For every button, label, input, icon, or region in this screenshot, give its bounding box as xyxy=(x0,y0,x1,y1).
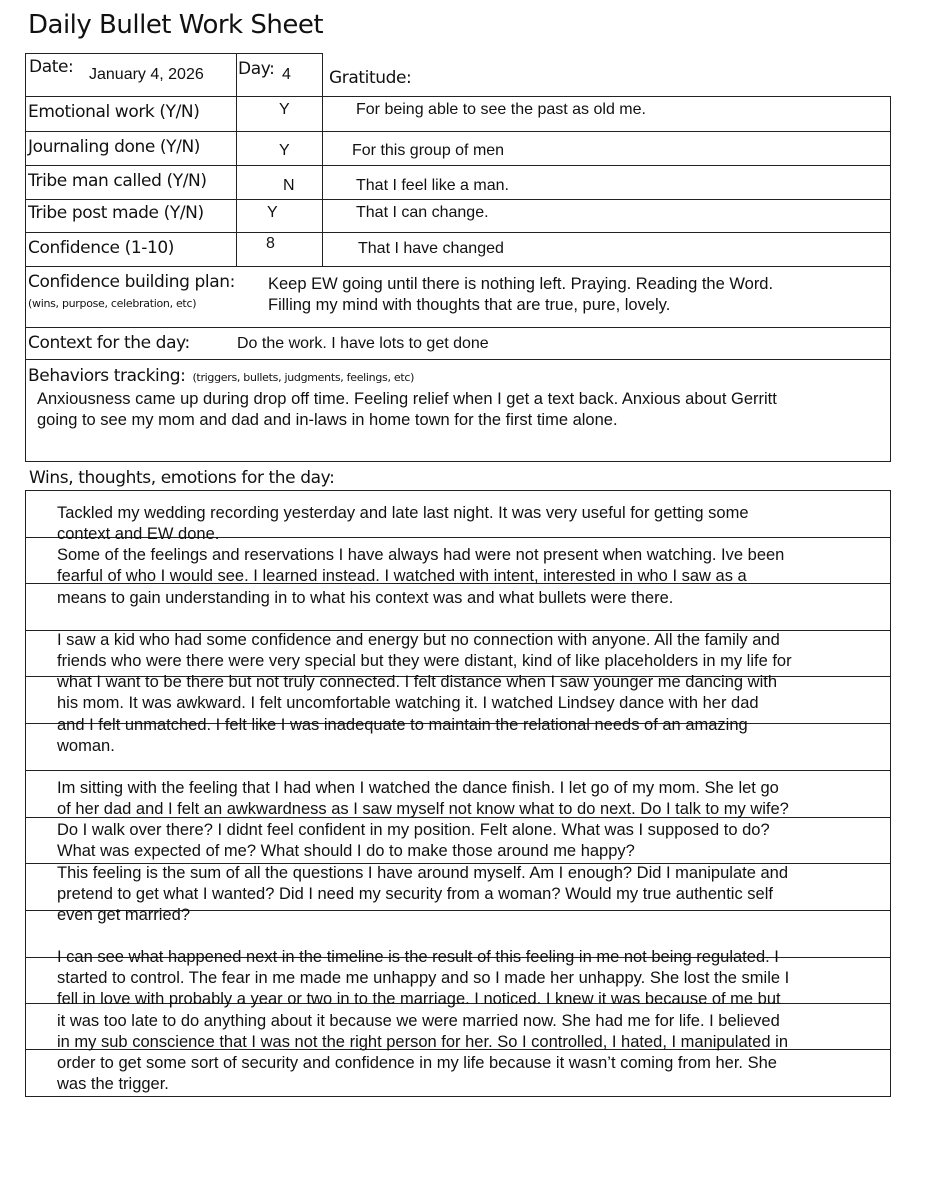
behaviors-header xyxy=(28,366,414,386)
table-row-divider xyxy=(25,327,891,328)
confidence-plan-label: Confidence building plan: xyxy=(28,272,235,292)
wins-border-bottom xyxy=(25,1096,891,1097)
confidence-plan-line[interactable]: Keep EW going until there is nothing left. Praying. Reading the Word. xyxy=(268,275,774,293)
table-col-divider xyxy=(322,53,323,267)
table-border-right xyxy=(890,96,891,462)
gratitude-item[interactable]: For this group of men xyxy=(352,142,505,159)
table-row-divider xyxy=(25,96,891,97)
wins-text-line: fell in love with probably a year or two in to the marriage. I noticed. I knew it was because of me but xyxy=(57,990,781,1009)
table-row-divider xyxy=(25,232,891,233)
wins-text-line: his mom. It was awkward. I felt uncomfortable watching it. I watched Lindsey dance with her dad xyxy=(57,694,759,713)
wins-text-line: context and EW done. xyxy=(57,525,220,544)
wins-text-line: started to control. The fear in me made me unhappy and so I made her unhappy. She lost the smile I xyxy=(57,969,790,988)
behaviors-line[interactable]: going to see my mom and dad and in-laws in home town for the first time alone. xyxy=(37,411,618,429)
wins-text-line: I can see what happened next in the timeline is the result of this feeling in me not being regulated. I xyxy=(57,948,779,967)
wins-text-line: was the trigger. xyxy=(57,1075,169,1094)
wins-text-line: I saw a kid who had some confidence and energy but no connection with anyone. All the family and xyxy=(57,630,780,649)
checklist-value-tribe-man-called[interactable]: N xyxy=(283,177,295,194)
wins-border-right xyxy=(890,490,891,1097)
checklist-value-tribe-post[interactable]: Y xyxy=(267,204,278,221)
behaviors-sublabel: (triggers, bullets, judgments, feelings, etc) xyxy=(192,371,415,384)
checklist-value-emotional-work[interactable]: Y xyxy=(279,101,290,118)
table-border-left xyxy=(25,53,26,462)
wins-text-line: Im sitting with the feeling that I had when I watched the dance finish. I let go of my mom. She let go xyxy=(57,778,779,797)
wins-text-line: it was too late to do anything about it because we were married now. She had me for life. I believed xyxy=(57,1011,780,1030)
behaviors-label: Behaviors tracking: xyxy=(28,366,186,386)
wins-label: Wins, thoughts, emotions for the day: xyxy=(29,468,335,488)
confidence-plan-line[interactable]: Filling my mind with thoughts that are true, pure, lovely. xyxy=(268,296,671,314)
wins-text-line: Tackled my wedding recording yesterday and late last night. It was very useful for getting some xyxy=(57,504,749,522)
wins-border-left xyxy=(25,490,26,1097)
wins-text-line: order to get some sort of security and confidence in my life because it wasn’t coming from her. She xyxy=(57,1053,777,1072)
wins-text-line: Some of the feelings and reservations I have always had were not present when watching. Ive been xyxy=(57,546,785,565)
wins-text-line: pretend to get what I wanted? Did I need my security from a woman? Would my true authentic self xyxy=(57,884,773,903)
checklist-label-journaling: Journaling done (Y/N) xyxy=(28,137,201,157)
wins-text-line: This feeling is the sum of all the questions I have around myself. Am I enough? Did I manipulate and xyxy=(57,863,789,882)
behaviors-line[interactable]: Anxiousness came up during drop off time. Feeling relief when I get a text back. Anxious about Gerritt xyxy=(37,390,777,408)
gratitude-item[interactable]: That I can change. xyxy=(356,204,489,221)
wins-text-line: means to gain understanding in to what his context was and what bullets were there. xyxy=(57,588,674,607)
table-col-divider xyxy=(236,53,237,267)
wins-text-line: What was expected of me? What should I do to make those around me happy? xyxy=(57,842,635,861)
checklist-value-confidence[interactable]: 8 xyxy=(266,235,275,252)
wins-text-line: of her dad and I felt an awkwardness as I saw myself not know what to do next. Do I talk to my wife? xyxy=(57,800,789,819)
wins-ruled-line xyxy=(25,770,891,771)
wins-text-line: even get married? xyxy=(57,905,190,924)
date-value[interactable]: January 4, 2026 xyxy=(89,66,204,83)
day-value[interactable]: 4 xyxy=(282,66,291,83)
table-row-divider xyxy=(25,266,891,267)
wins-text-line: in my sub conscience that I was not the right person for her. So I controlled, I hated, I manipulated in xyxy=(57,1032,788,1051)
wins-text-line: and I felt unmatched. I felt like I was inadequate to maintain the relational needs of an amazing xyxy=(57,715,748,734)
wins-text-line: friends who were there were very special but they were distant, kind of like placeholders in my life for xyxy=(57,652,792,671)
table-row-divider xyxy=(25,359,891,360)
table-row-divider xyxy=(25,199,891,200)
gratitude-item[interactable]: That I have changed xyxy=(358,240,504,257)
day-label: Day: xyxy=(238,59,275,79)
wins-text-line: fearful of who I would see. I learned instead. I watched with intent, interested in who I saw as a xyxy=(57,567,747,586)
context-value[interactable]: Do the work. I have lots to get done xyxy=(237,335,489,352)
gratitude-label: Gratitude: xyxy=(329,68,412,88)
gratitude-item[interactable]: That I feel like a man. xyxy=(356,177,509,194)
context-label: Context for the day: xyxy=(28,333,190,353)
confidence-plan-sublabel: (wins, purpose, celebration, etc) xyxy=(28,297,197,310)
wins-text-line: woman. xyxy=(57,736,115,755)
wins-text-line: what I want to be there but not truly connected. I felt distance when I saw younger me dancing with xyxy=(57,673,777,692)
page-title: Daily Bullet Work Sheet xyxy=(28,10,324,40)
checklist-label-confidence: Confidence (1-10) xyxy=(28,238,175,258)
table-border-bottom xyxy=(25,461,891,462)
table-row-divider xyxy=(25,131,891,132)
table-row-divider xyxy=(25,165,891,166)
date-label: Date: xyxy=(29,57,74,77)
table-border-top xyxy=(25,53,323,54)
wins-border-top xyxy=(25,490,891,491)
checklist-label-emotional-work: Emotional work (Y/N) xyxy=(28,102,200,122)
checklist-label-tribe-man-called: Tribe man called (Y/N) xyxy=(28,171,207,191)
checklist-value-journaling[interactable]: Y xyxy=(279,142,290,159)
checklist-label-tribe-post: Tribe post made (Y/N) xyxy=(28,203,204,223)
wins-text-line: Do I walk over there? I didnt feel confident in my position. Felt alone. What was I supposed to do? xyxy=(57,821,770,840)
gratitude-item[interactable]: For being able to see the past as old me. xyxy=(356,101,646,118)
